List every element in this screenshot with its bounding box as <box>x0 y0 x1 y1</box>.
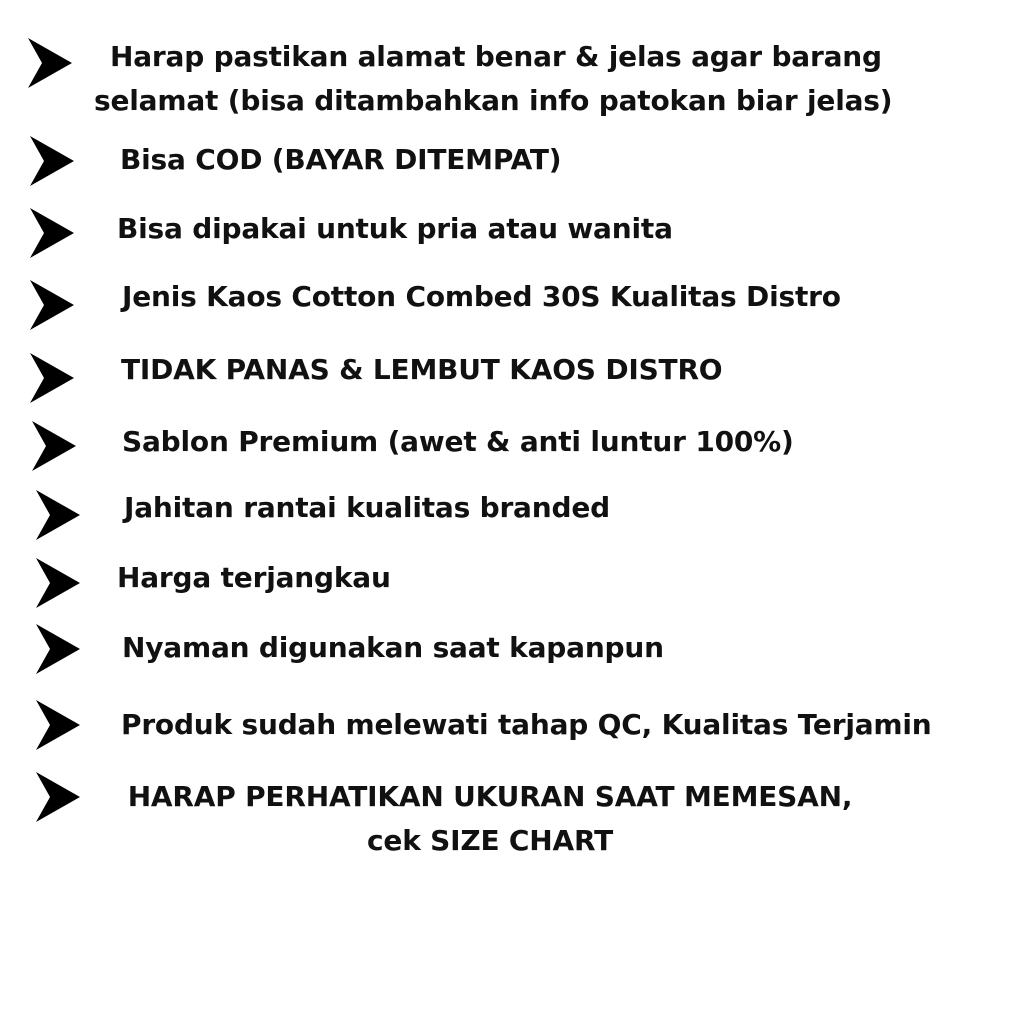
arrowhead-right-icon <box>36 490 80 540</box>
arrowhead-right-icon <box>36 700 80 750</box>
item-9-text: Nyaman digunakan saat kapanpun <box>122 631 664 664</box>
item-6-text: Sablon Premium (awet & anti luntur 100%) <box>122 425 794 458</box>
arrowhead-right-icon <box>36 558 80 608</box>
arrowhead-right-icon <box>32 421 76 471</box>
arrowhead-right-icon <box>30 208 74 258</box>
item-10-text: Produk sudah melewati tahap QC, Kualitas Terjamin <box>121 708 932 741</box>
arrowhead-right-icon <box>36 772 80 822</box>
item-5-text: TIDAK PANAS & LEMBUT KAOS DISTRO <box>121 353 723 386</box>
item-1-line-2: selamat (bisa ditambahkan info patokan biar jelas) <box>94 84 893 117</box>
arrowhead-right-icon <box>36 624 80 674</box>
item-7-text: Jahitan rantai kualitas branded <box>124 491 610 524</box>
arrowhead-right-icon <box>30 136 74 186</box>
item-1-line-1: Harap pastikan alamat benar & jelas agar barang <box>110 40 882 73</box>
item-11-line-2: cek SIZE CHART <box>367 824 613 857</box>
item-11-line-1: HARAP PERHATIKAN UKURAN SAAT MEMESAN, <box>127 780 853 813</box>
item-2-text: Bisa COD (BAYAR DITEMPAT) <box>120 143 562 176</box>
arrowhead-right-icon <box>28 38 72 88</box>
item-3-text: Bisa dipakai untuk pria atau wanita <box>117 212 673 245</box>
item-4-text: Jenis Kaos Cotton Combed 30S Kualitas Distro <box>122 280 841 313</box>
arrowhead-right-icon <box>30 280 74 330</box>
item-8-text: Harga terjangkau <box>117 561 391 594</box>
arrowhead-right-icon <box>30 353 74 403</box>
